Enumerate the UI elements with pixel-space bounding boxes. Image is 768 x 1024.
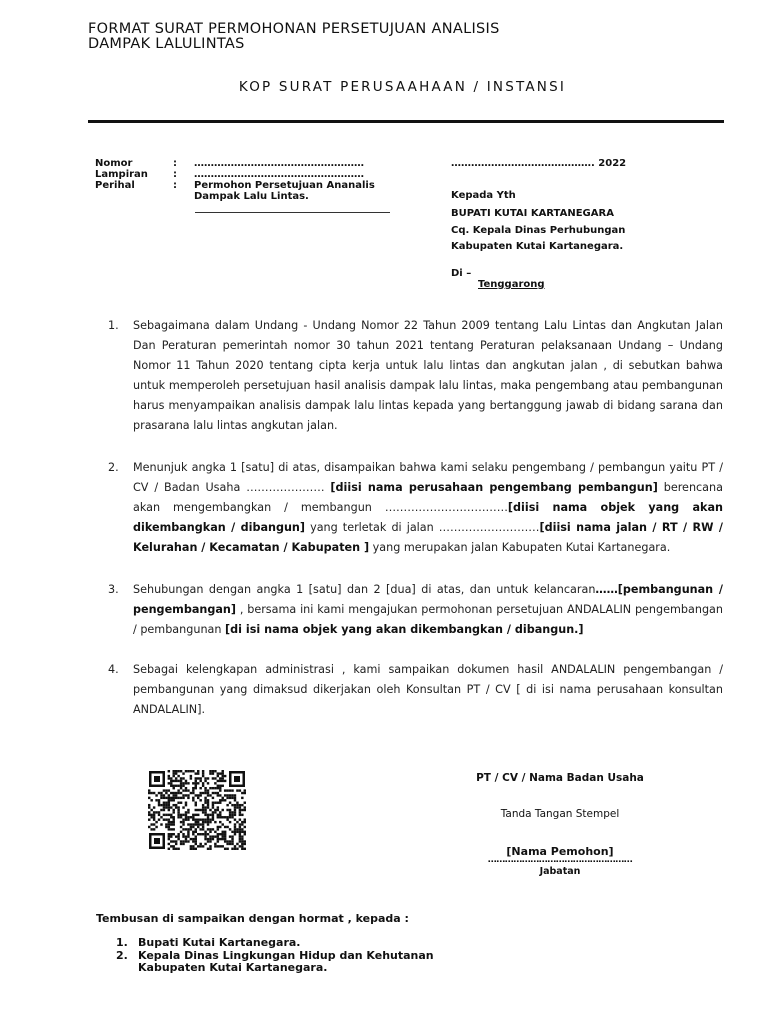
paragraph-text-run: , bersama ini kami mengajukan permohonan persetujuan ANDALALIN pengembangan / pembangunan [133,603,723,636]
paragraph-number: 2. [108,461,119,474]
meta-value-perihal [194,180,394,202]
paragraph-number: 1. [108,319,119,332]
meta-row-nomor [95,158,394,169]
meta-label-perihal: Perihal [95,180,135,191]
paragraph-number: 4. [108,663,119,676]
placeholder-location: [diisi nama jalan / RT / RW / Kelurahan / Kecamatan / Kabupaten ] [133,521,723,554]
list-item-line-1: Kepala Dinas Lingkungan Hidup dan Kehutanan [138,948,434,962]
document-title-line-2: DAMPAK LALULINTAS [88,36,245,52]
paragraph-text-run: Sehubungan dengan angka 1 [satu] dan 2 [dua] di atas, dan untuk kelancaran [133,583,596,596]
meta-colon: : [173,158,177,169]
recipient-place: Tenggarong [478,279,545,290]
placeholder-object: [diisi nama objek yang akan dikembangkan / dibangun] [133,501,723,534]
paragraph-text-run: yang terletak di jalan ……………………… [305,521,540,534]
qr-code-icon [148,770,246,850]
recipient-kepada: Kepada Yth [451,190,516,201]
recipient-di: Di – [451,268,472,279]
recipient-line-1: BUPATI KUTAI KARTANEGARA [451,208,614,219]
paragraph-text: Sebagaimana dalam Undang - Undang Nomor 22 Tahun 2009 tentang Lalu Lintas dan Angkutan Jalan Dan Peraturan pemerintah nomor 30 tahun 2021 tentang Peraturan pelaksanaan Undang – Undang Nomor 11 Tahun 2020 tentang cipta kerja untuk lalu lintas dan angkutan jalan , di sebutkan bahwa untuk memperoleh persetujuan hasil analisis dampak lalu lintas, maka pengembang atau pembangunan harus menyampaikan analisis dampak lalu lintas kepada yang bertanggung jawab di bidang sarana dan prasarana lalu lintas angkutan jalan. [133,319,723,432]
perihal-underline [195,212,390,213]
list-item-text: Bupati Kutai Kartanegara. [138,936,301,949]
meta-label-lampiran: Lampiran [95,169,148,180]
meta-value-lampiran: …………………………………………… [194,169,364,180]
recipient-line-3: Kabupaten Kutai Kartanegara. [451,241,624,252]
meta-colon: : [173,169,177,180]
paragraph-text-run: berencana akan mengembangkan / membangun …………………………… [133,481,723,514]
paragraph-text [133,458,723,558]
paragraph-text: Sebagai kelengkapan administrasi , kami sampaikan dokumen hasil ANDALALIN pengembangan / pembangunan yang dimaksud dikerjakan oleh Konsultan PT / CV [ di isi nama perusahaan konsultan ANDALALIN]. [133,663,723,716]
meta-label-nomor: Nomor [95,158,133,169]
meta-colon: : [173,180,177,191]
recipient-line-2: Cq. Kepala Dinas Perhubungan [451,225,626,236]
signature-position: Jabatan [539,866,581,877]
list-item-number: 2. [116,948,128,962]
meta-row-perihal [95,180,394,202]
placeholder-company: [diisi nama perusahaan pengembang pembangun] [330,481,658,494]
signature-stamp: Tanda Tangan Stempel [500,808,620,820]
letterhead-placeholder: KOP SURAT PERUSAAHAAN / INSTANSI [238,79,567,95]
list-item-number: 1. [116,936,128,949]
tembusan-list [116,937,434,975]
letterhead-rule [88,120,724,123]
list-item-line-2: Kabupaten Kutai Kartanegara. [138,961,328,974]
document-title [88,22,500,52]
perihal-line-2: Dampak Lalu Lintas. [194,191,309,202]
list-item [116,950,434,975]
signature-name: [Nama Pemohon] [506,845,614,858]
letter-meta [95,158,394,202]
tembusan-heading: Tembusan di sampaikan dengan hormat , kepada : [96,912,409,925]
meta-row-lampiran [95,169,394,180]
paragraph-text-run: yang merupakan jalan Kabupaten Kutai Kartanegara. [369,541,671,554]
list-item-text [138,950,434,975]
signature-company: PT / CV / Nama Badan Usaha [476,772,644,784]
signature-dots: …………………………………………… [487,855,633,865]
perihal-line-1: Permohon Persetujuan Ananalis [194,180,375,191]
letter-date: ……………………………………. 2022 [451,158,627,169]
meta-value-nomor: …………………………………………… [194,158,364,169]
paragraph-number: 3. [108,583,119,596]
document-title-line-1: FORMAT SURAT PERMOHONAN PERSETUJUAN ANALISIS [88,21,500,37]
placeholder-object: [di isi nama objek yang akan dikembangkan / dibangun.] [225,623,584,636]
paragraph-text-run: Menunjuk angka 1 [satu] di atas, disampaikan bahwa kami selaku pengembang / pembangun yaitu PT / CV / Badan Usaha ………………… [133,461,723,494]
paragraph-text [133,580,723,640]
placeholder-activity: ……[pembangunan / pengembangan] [133,583,723,616]
